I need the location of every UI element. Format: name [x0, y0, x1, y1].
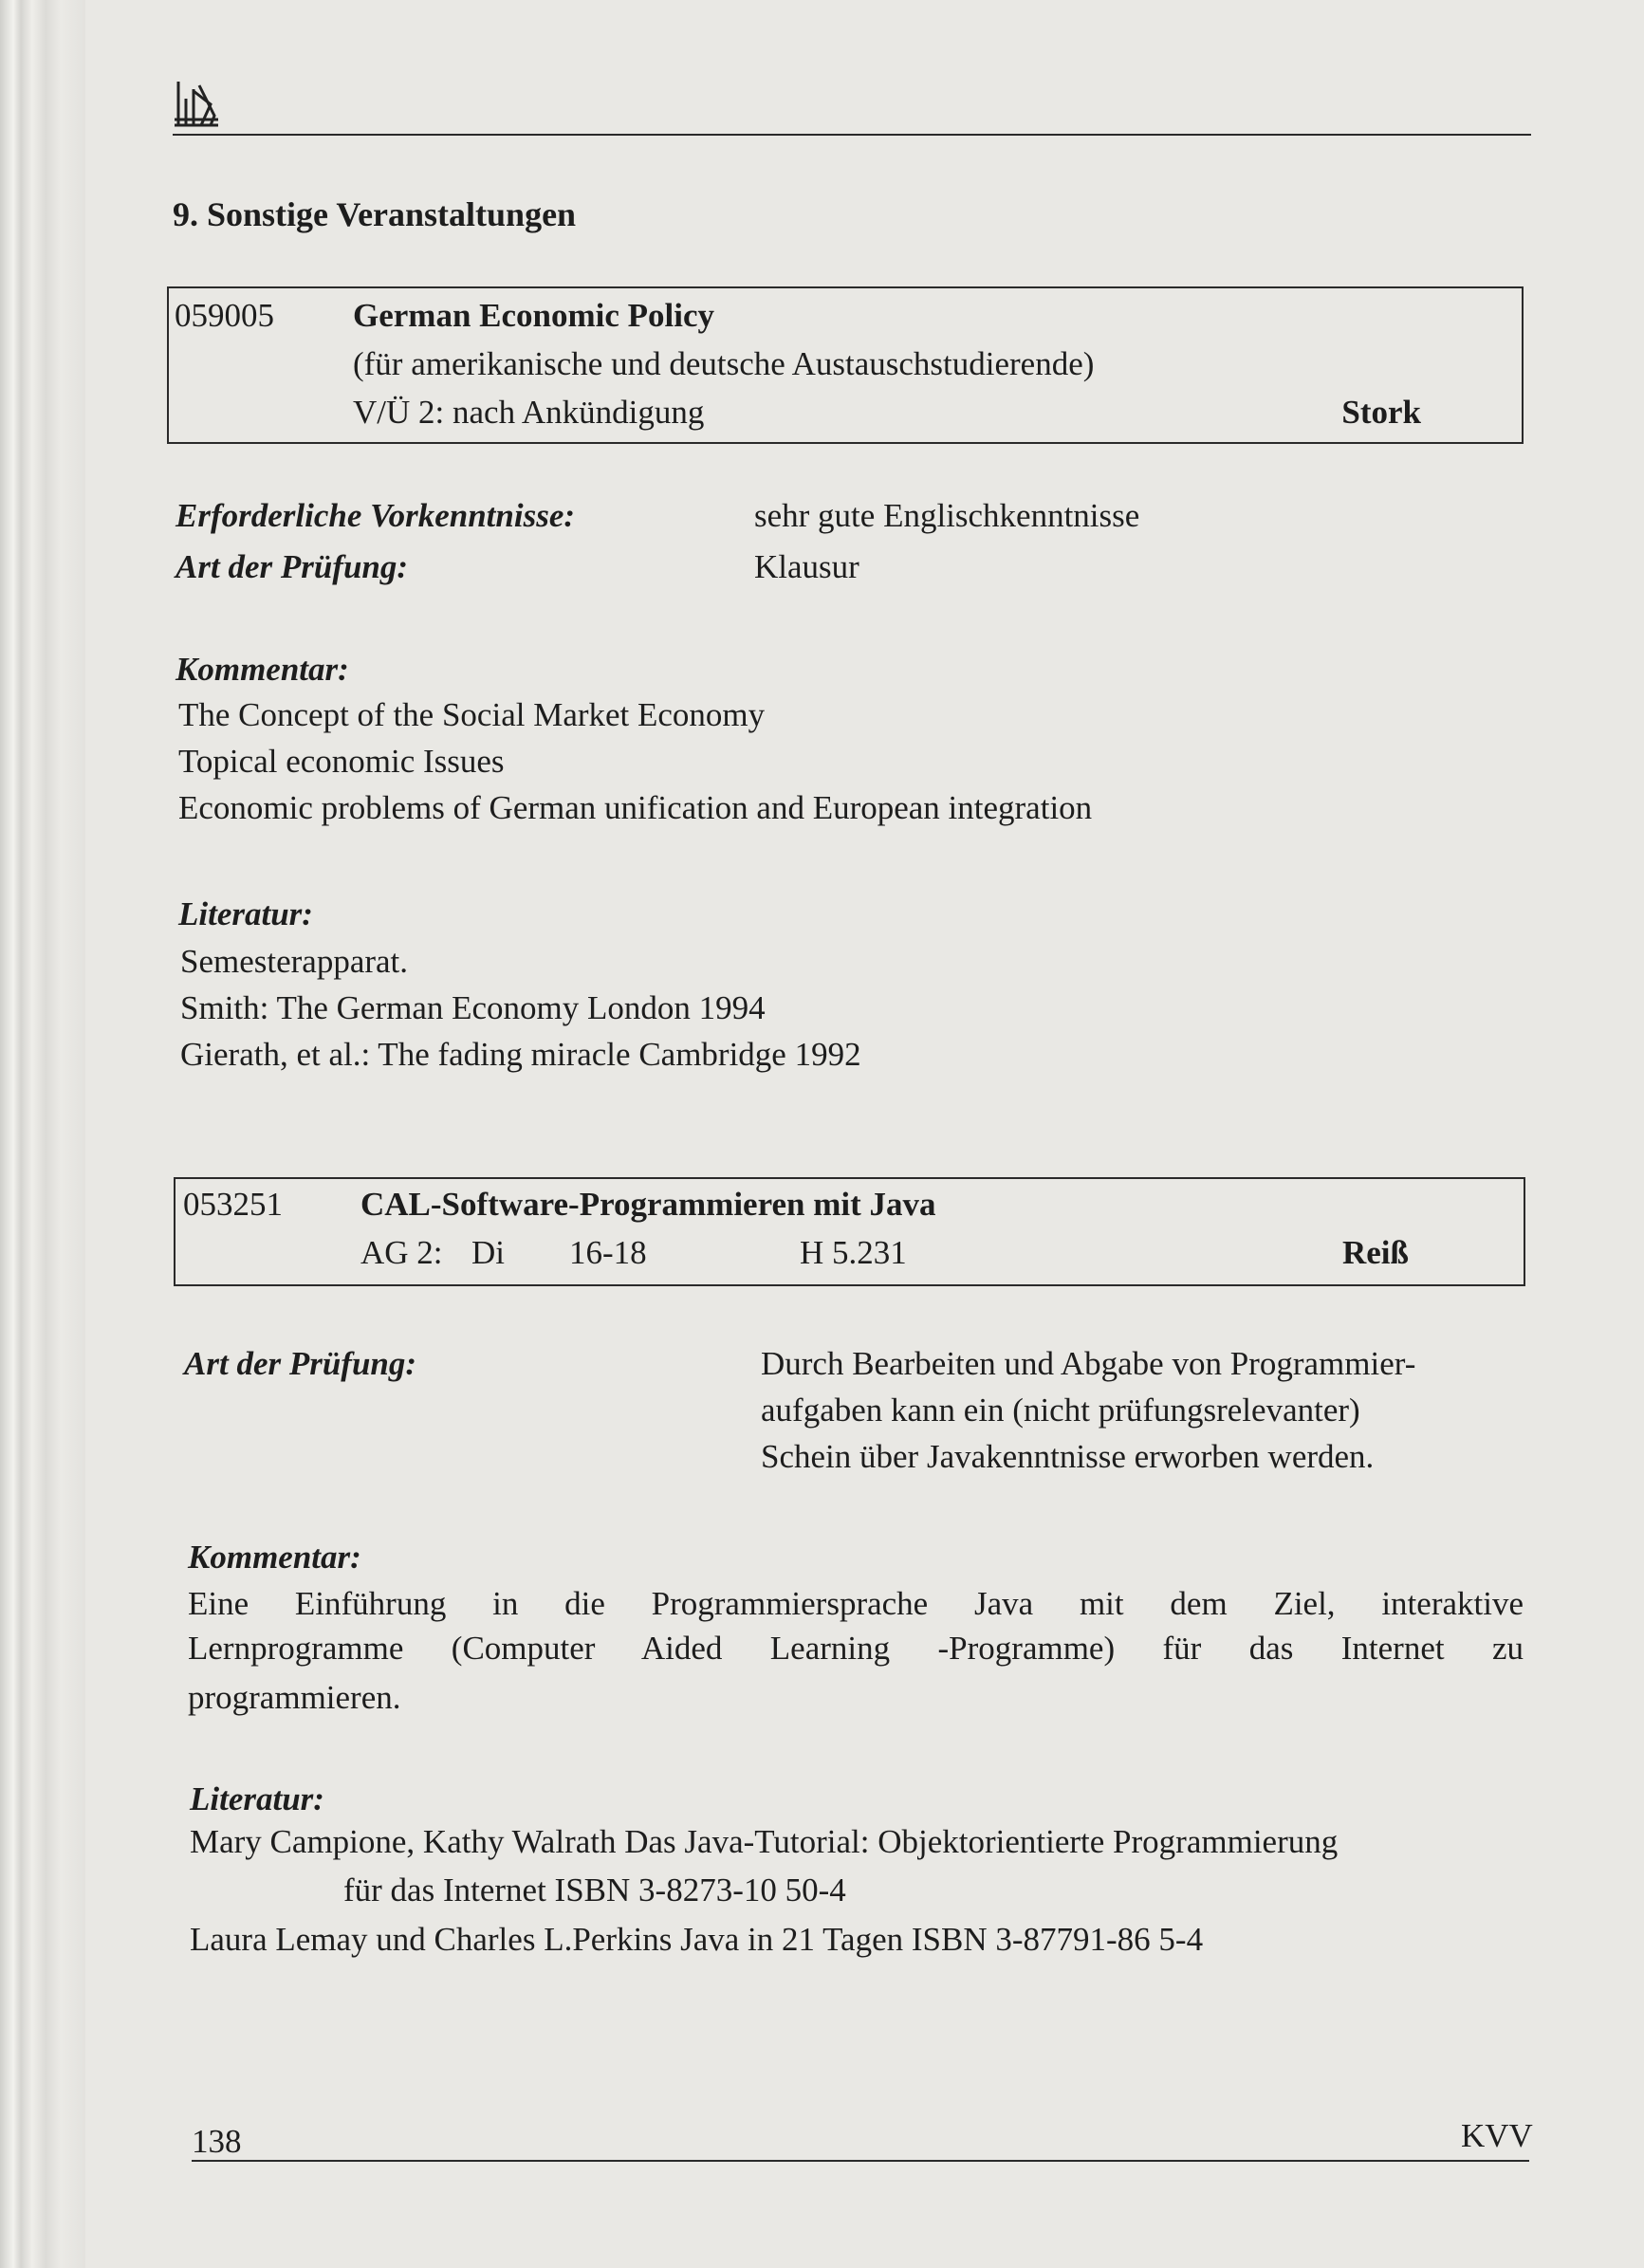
course2-literature-line: für das Internet ISBN 3-8273-10 50-4 [343, 1872, 846, 1908]
course2-comment-label: Kommentar: [188, 1539, 361, 1576]
course1-literature-label: Literatur: [178, 895, 313, 932]
section-title: 9. Sonstige Veranstaltungen [173, 195, 577, 233]
course2-box [174, 1177, 1525, 1286]
header-rule [173, 134, 1531, 136]
course1-literature-line: Smith: The German Economy London 1994 [180, 989, 766, 1026]
course1-lecturer: Stork [1341, 394, 1421, 431]
course1-prereq-value: sehr gute Englischkenntnisse [754, 497, 1140, 534]
course2-day: Di [471, 1234, 505, 1271]
page-edge [0, 0, 85, 2268]
course1-subtitle: (für amerikanische und deutsche Austauschstudierende) [353, 345, 1095, 382]
course2-exam-line: Schein über Javakenntnisse erworben werden. [761, 1438, 1375, 1475]
course2-room: H 5.231 [800, 1234, 907, 1271]
course2-exam-label: Art der Prüfung: [184, 1345, 417, 1382]
course2-literature-line: Laura Lemay und Charles L.Perkins Java in 21 Tagen ISBN 3-87791-86 5-4 [190, 1921, 1204, 1958]
footer-label: KVV [1461, 2117, 1533, 2154]
course1-number: 059005 [175, 297, 274, 334]
course2-exam-line: aufgaben kann ein (nicht prüfungsrelevanter) [761, 1392, 1360, 1429]
course1-comment-line: Economic problems of German unification and European integration [178, 789, 1093, 826]
course2-time: 16-18 [569, 1234, 647, 1271]
course1-title: German Economic Policy [353, 297, 715, 334]
course2-literature-label: Literatur: [190, 1780, 324, 1817]
course2-literature-line: Mary Campione, Kathy Walrath Das Java-Tutorial: Objektorientierte Programmierung [190, 1823, 1339, 1860]
course1-literature-line: Semesterapparat. [180, 943, 409, 980]
course2-schedule-type: AG 2: [360, 1234, 443, 1271]
course2-comment-line: Lernprogramme (Computer Aided Learning -Programme) für das Internet zu [188, 1630, 1524, 1667]
course2-exam-line: Durch Bearbeiten und Abgabe von Programmier- [761, 1345, 1416, 1382]
course1-schedule: V/Ü 2: nach Ankündigung [353, 394, 705, 431]
course1-exam-label: Art der Prüfung: [175, 548, 409, 585]
course2-comment-line: Eine Einführung in die Programmiersprache Java mit dem Ziel, interaktive [188, 1585, 1524, 1622]
course2-number: 053251 [183, 1186, 283, 1223]
course1-exam-value: Klausur [754, 548, 859, 585]
course2-title: CAL-Software-Programmieren mit Java [360, 1186, 936, 1223]
page-number: 138 [192, 2123, 242, 2160]
university-logo-icon [173, 78, 222, 131]
course1-comment-line: The Concept of the Social Market Economy [178, 696, 766, 733]
course1-comment-line: Topical economic Issues [178, 743, 505, 780]
course1-box [167, 286, 1524, 444]
course1-comment-label: Kommentar: [175, 651, 349, 688]
course2-comment-line: programmieren. [188, 1679, 401, 1716]
course1-prereq-label: Erforderliche Vorkenntnisse: [175, 497, 576, 534]
footer-rule [192, 2160, 1529, 2162]
course1-literature-line: Gierath, et al.: The fading miracle Cambridge 1992 [180, 1036, 861, 1073]
course2-lecturer: Reiß [1342, 1234, 1409, 1271]
